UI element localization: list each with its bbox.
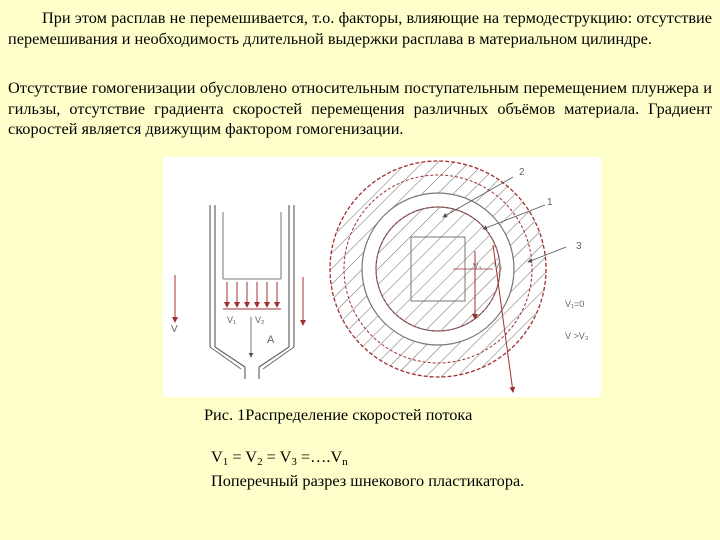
- paragraph-homogenization: Отсутствие гомогенизации обусловлено относительным поступательным перемещением плунжера и гильзы, отсутствие градиента скоростей перемещения различных объёмов материала. Градиент скоростей является движущим фактором гомогенизации.: [8, 78, 712, 138]
- label-a: A: [267, 334, 275, 346]
- plunger-diagram: [171, 205, 303, 379]
- label-v-greater: V >V₃: [565, 331, 589, 341]
- label-n3: 3: [576, 241, 582, 252]
- label-n2: 2: [519, 167, 525, 178]
- label-v-left: V: [171, 324, 178, 335]
- label-v1: V₁: [227, 315, 237, 325]
- velocity-formula: $V_1 = V_2 = V_3$ $=\dots.V_n$: [211, 447, 348, 468]
- screw-cross-section: [330, 161, 589, 392]
- label-v-zero: V₁=0: [565, 299, 585, 309]
- flow-velocity-figure: [163, 157, 601, 397]
- label-v3-center: V₃: [473, 262, 482, 271]
- cross-section-caption: Поперечный разрез шнекового пластикатора.: [211, 471, 525, 490]
- label-n1: 1: [547, 197, 553, 208]
- figure-caption: Рис. 1Распределение скоростей потока: [204, 405, 473, 424]
- label-v2-center: V₂: [494, 262, 503, 271]
- label-v2: V₂: [255, 315, 265, 325]
- paragraph-intro: При этом расплав не перемешивается, т.о. факторы, влияющие на термодеструкцию: отсутствие перемешивания и необходимость длительной выдержки расплава в материальном цилиндре.: [8, 8, 712, 48]
